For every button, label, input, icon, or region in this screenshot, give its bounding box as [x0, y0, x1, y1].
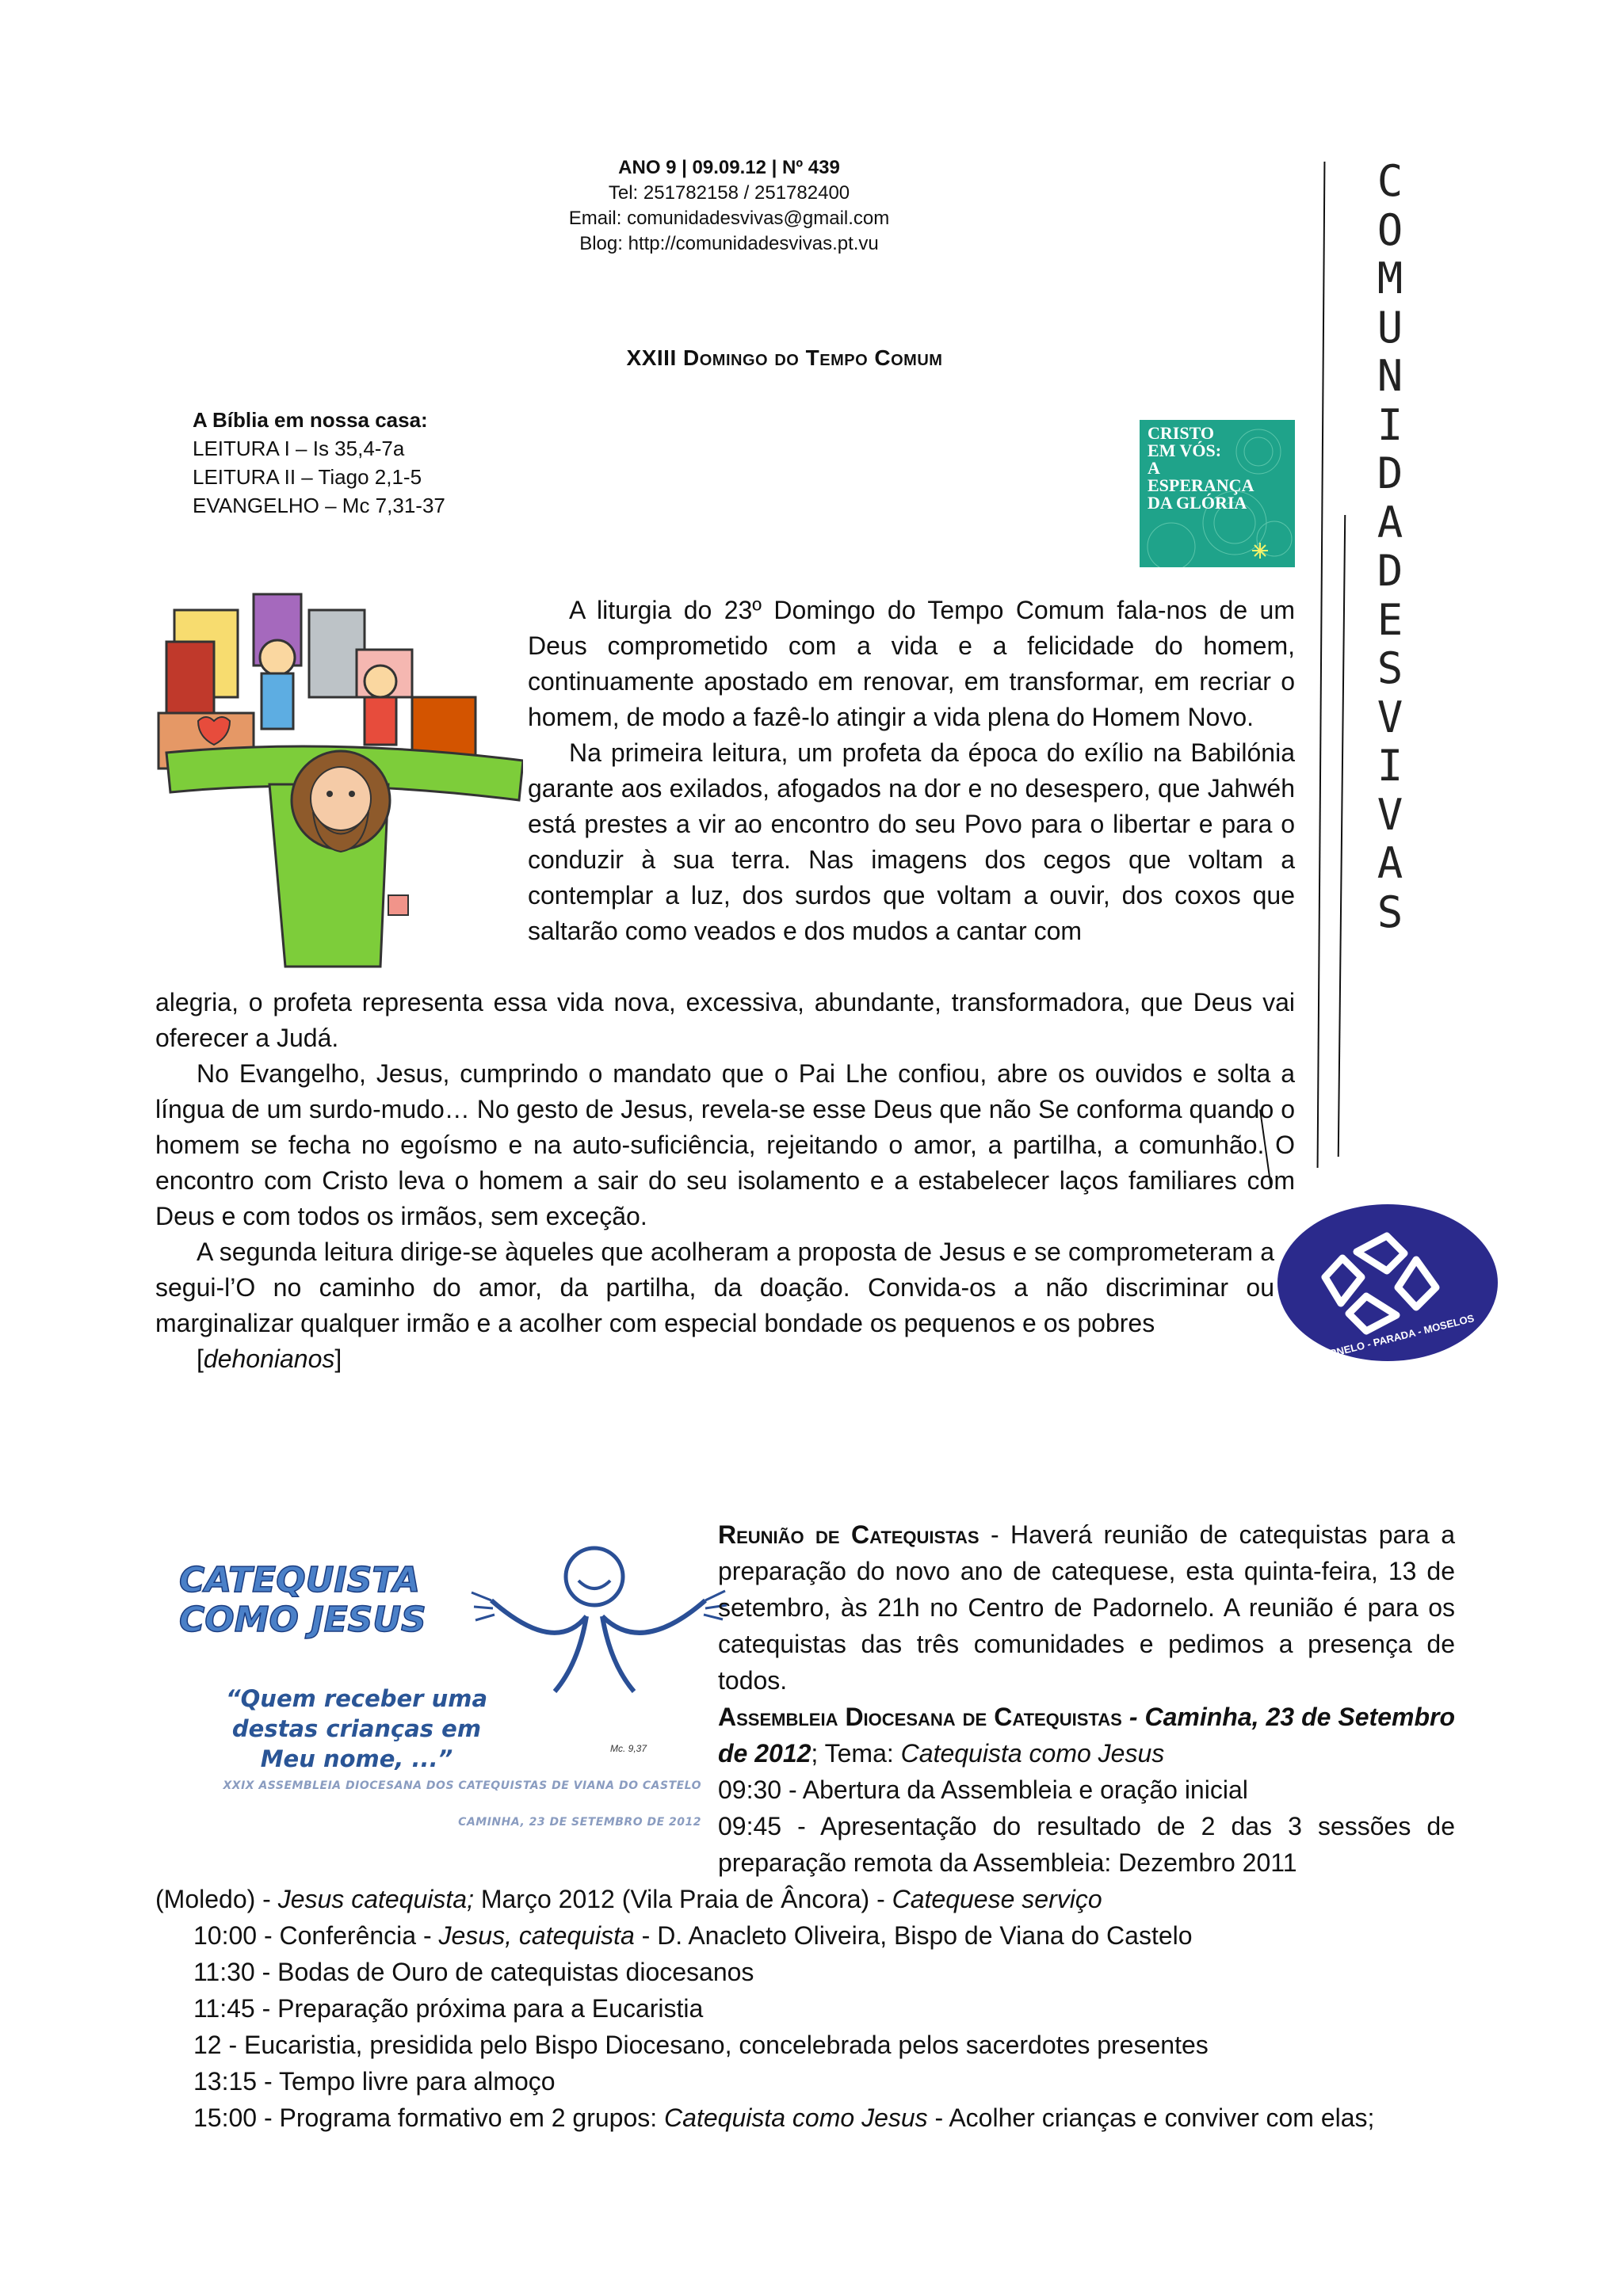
schedule-item: 13:15 - Tempo livre para almoço [193, 2067, 556, 2096]
badge-line: A [1148, 458, 1160, 478]
readings-heading: A Bíblia em nossa casa: [193, 408, 428, 432]
article-source [155, 1341, 1274, 1377]
issue-line: ANO 9 | 09.09.12 | Nº 439 [618, 157, 840, 178]
masthead-letter: N [1377, 351, 1403, 401]
masthead-letter: U [1377, 302, 1403, 353]
schedule-text: 10:00 - Conferência - [193, 1921, 439, 1950]
jesus-illustration [151, 586, 523, 982]
poster-title [179, 1561, 426, 1640]
article-paragraph: No Evangelho, Jesus, cumprindo o mandato que o Pai Lhe confiou, abre os ouvidos e solta a língua de um surdo-mudo… No gesto de Jesus, revela-se esse Deus que não Se conforma quando o homem se fecha no egoísmo e na auto-suficiência, rejeitando o amor, a partilha, a comunhão. O encontro com Cristo leva o homem a sair do seu isolamento e a estabelecer laços familiares com Deus e com todos os irmãos, sem exceção. [155, 1059, 1295, 1230]
divider-line [1317, 162, 1326, 1168]
blog-line: Blog: http://comunidadesvivas.pt.vu [579, 233, 879, 254]
cristo-badge-image [1140, 420, 1295, 567]
poster-reference: Mc. 9,37 [610, 1743, 647, 1754]
schedule-item [155, 2100, 1455, 2136]
masthead-letter: S [1377, 887, 1403, 937]
readings-block [193, 406, 445, 520]
catequista-poster [158, 1521, 705, 1846]
schedule-text: - D. Anacleto Oliveira, Bispo de Viana do Castelo [634, 1921, 1193, 1950]
poster-title-line: CATEQUISTA [179, 1560, 421, 1600]
figure-icon [468, 1537, 729, 1695]
poster-assembly-line: XXIX ASSEMBLEIA DIOCESANA DOS CATEQUISTAS DE VIANA DO CASTELO [223, 1779, 701, 1792]
badge-line: DA GLÓRIA [1148, 493, 1247, 513]
poster-title-line: COMO JESUS [179, 1600, 426, 1640]
parish-logo [1277, 1204, 1498, 1367]
article-continuation [155, 985, 1295, 1234]
schedule-text: - Acolher crianças e conviver com elas; [927, 2103, 1375, 2132]
notice-title: Assembleia Diocesana de Catequistas [718, 1703, 1122, 1731]
masthead-letter: I [1377, 399, 1403, 450]
masthead-letter: V [1377, 789, 1403, 840]
schedule-text: Março 2012 (Vila Praia de Âncora) - [473, 1885, 892, 1913]
jesus-cross-drawing [151, 586, 523, 982]
poster-quote: “Quem receber uma destas crianças em Meu nome, ...” [225, 1685, 488, 1772]
source-name: dehonianos [203, 1344, 335, 1373]
schedule-italic: Jesus catequista; [277, 1885, 474, 1913]
schedule-item: 09:30 - Abertura da Assembleia e oração inicial [718, 1775, 1248, 1804]
article-paragraph: A segunda leitura dirige-se àqueles que acolheram a proposta de Jesus e se comprometeram a segui-l’O no caminho do amor, da partilha, da doação. Convida-os a não discriminar ou marginalizar qualquer irmão e a acolher com especial bondade os pequenos e os pobres [155, 1238, 1274, 1337]
page-title: XXIII Domingo do Tempo Comum [626, 345, 943, 370]
schedule-text: (Moledo) - [155, 1885, 278, 1913]
poster-date-line: CAMINHA, 23 DE SETEMBRO DE 2012 [458, 1816, 701, 1829]
logo-caption: PADORNELO - PARADA - MOSELOS [1300, 1312, 1476, 1367]
notice-place: - Caminha, 23 de Setembro de 2012 [718, 1703, 1455, 1768]
masthead-letter: A [1377, 497, 1403, 547]
phone-line: Tel: 251782158 / 251782400 [608, 182, 850, 204]
schedule-item: 09:45 - Apresentação do resultado de 2 das 3 sessões de preparação remota da Assembleia: Dezembro 2011 [718, 1812, 1455, 1877]
reading-line: LEITURA I – Is 35,4-7a [193, 437, 405, 460]
newsletter-header [444, 155, 1014, 257]
badge-line: EM VÓS: [1148, 441, 1222, 460]
notice-text: - Haverá reunião de catequistas para a preparação do novo ano de catequese, esta quinta-feira, 13 de setembro, às 21h no Centro de Padornelo. A reunião é para os catequistas das três comunidades e pedimos a presença de todos. [718, 1520, 1455, 1695]
article-last-paragraph [155, 1234, 1274, 1377]
schedule-item [155, 1881, 1455, 1917]
article-paragraph: A liturgia do 23º Domingo do Tempo Comum fala-nos de um Deus comprometido com a vida e a felicidade do homem, continuamente apostado em renovar, em transformar, em recriar o homem, de modo a fazê-lo atingir a vida plena do Homem Novo. [528, 596, 1295, 731]
article-column [528, 593, 1295, 949]
notice-text: ; Tema: [811, 1739, 901, 1768]
schedule-item: 11:30 - Bodas de Ouro de catequistas diocesanos [193, 1958, 754, 1986]
masthead-letter: A [1377, 838, 1403, 888]
badge-line: CRISTO [1148, 423, 1214, 443]
reading-line: EVANGELHO – Mc 7,31-37 [193, 494, 445, 517]
schedule-italic: Jesus, catequista [438, 1921, 635, 1950]
vertical-masthead [1365, 157, 1415, 936]
notice-theme: Catequista como Jesus [900, 1739, 1165, 1768]
masthead-letter: D [1377, 448, 1403, 498]
schedule-text: 15:00 - Programa formativo em 2 grupos: [193, 2103, 665, 2132]
schedule-italic: Catequista como Jesus [664, 2103, 928, 2132]
source-bracket: [ [197, 1344, 204, 1373]
notice-reuniao [718, 1516, 1455, 1699]
schedule-italic: Catequese serviço [892, 1885, 1102, 1913]
notice-title: Reunião de Catequistas [718, 1520, 980, 1549]
email-line: Email: comunidadesvivas@gmail.com [568, 208, 890, 229]
masthead-letter: C [1377, 156, 1403, 206]
schedule-list [155, 1881, 1455, 2136]
divider-line [1338, 515, 1346, 1157]
masthead-letter: I [1377, 741, 1403, 791]
article-paragraph: alegria, o profeta representa essa vida nova, excessiva, abundante, transformadora, que Deus vai oferecer a Judá. [155, 988, 1295, 1052]
masthead-letter: S [1377, 643, 1403, 693]
badge-line: ESPERANÇA [1148, 475, 1254, 495]
schedule-item: 12 - Eucaristia, presidida pelo Bispo Diocesano, concelebrada pelos sacerdotes presentes [193, 2031, 1209, 2059]
notice-assembleia [718, 1699, 1455, 1772]
masthead-letter: D [1377, 546, 1403, 596]
masthead-letter: M [1377, 254, 1403, 303]
badge-text [1148, 425, 1254, 512]
masthead-letter: V [1377, 692, 1403, 742]
masthead-letter: O [1377, 204, 1403, 255]
notices-column [718, 1516, 1455, 1881]
article-paragraph: Na primeira leitura, um profeta da época do exílio na Babilónia garante aos exilados, afogados na dor e no desespero, que Jahwéh está prestes a vir ao encontro do seu Povo para o libertar e para o conduzir à sua terra. Nas imagens dos cegos que voltam a contemplar a luz, dos surdos que voltam a ouvir, dos coxos que saltarão como veados e dos mudos a cantar com [528, 738, 1295, 945]
schedule-item: 11:45 - Preparação próxima para a Eucaristia [193, 1994, 704, 2023]
source-bracket: ] [334, 1344, 342, 1373]
schedule-item [155, 1917, 1455, 1954]
reading-line: LEITURA II – Tiago 2,1-5 [193, 465, 422, 489]
masthead-letter: E [1377, 594, 1403, 645]
